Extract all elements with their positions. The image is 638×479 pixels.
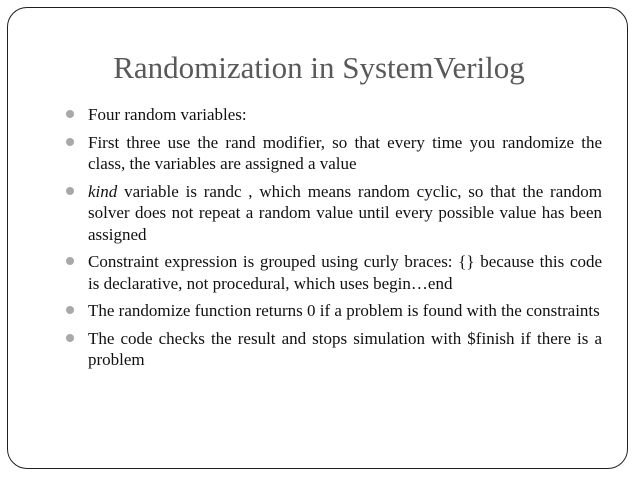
- bullet-text: Constraint expression is grouped using curly braces: {} because this code is declarative, not procedural, which uses begin…end: [88, 252, 602, 293]
- slide-title: Randomization in SystemVerilog: [113, 50, 525, 85]
- bullet-dot-icon: [66, 138, 74, 146]
- bullet-text: variable is randc , which means random cyclic, so that the random solver does not repeat a random value until every possible value has been assigned: [88, 181, 602, 244]
- bullet-dot-icon: [66, 334, 74, 342]
- bullet-item: [66, 251, 602, 294]
- bullet-dot-icon: [66, 187, 74, 195]
- bullet-item: [66, 328, 602, 371]
- bullet-text: First three use the rand modifier, so that every time you randomize the class, the variables are assigned a value: [88, 132, 602, 173]
- bullet-dot-icon: [66, 306, 74, 314]
- bullet-item: [66, 132, 602, 175]
- bullet-text: Four random variables:: [88, 105, 247, 124]
- bullet-keyword: kind: [88, 181, 118, 201]
- bullet-list: [66, 104, 602, 377]
- bullet-item: [66, 181, 602, 246]
- bullet-dot-icon: [66, 257, 74, 265]
- bullet-text: The randomize function returns 0 if a problem is found with the constraints: [88, 301, 600, 320]
- bullet-text: The code checks the result and stops simulation with $finish if there is a problem: [88, 328, 602, 369]
- bullet-dot-icon: [66, 110, 74, 118]
- bullet-item: [66, 104, 602, 126]
- bullet-item: [66, 300, 602, 322]
